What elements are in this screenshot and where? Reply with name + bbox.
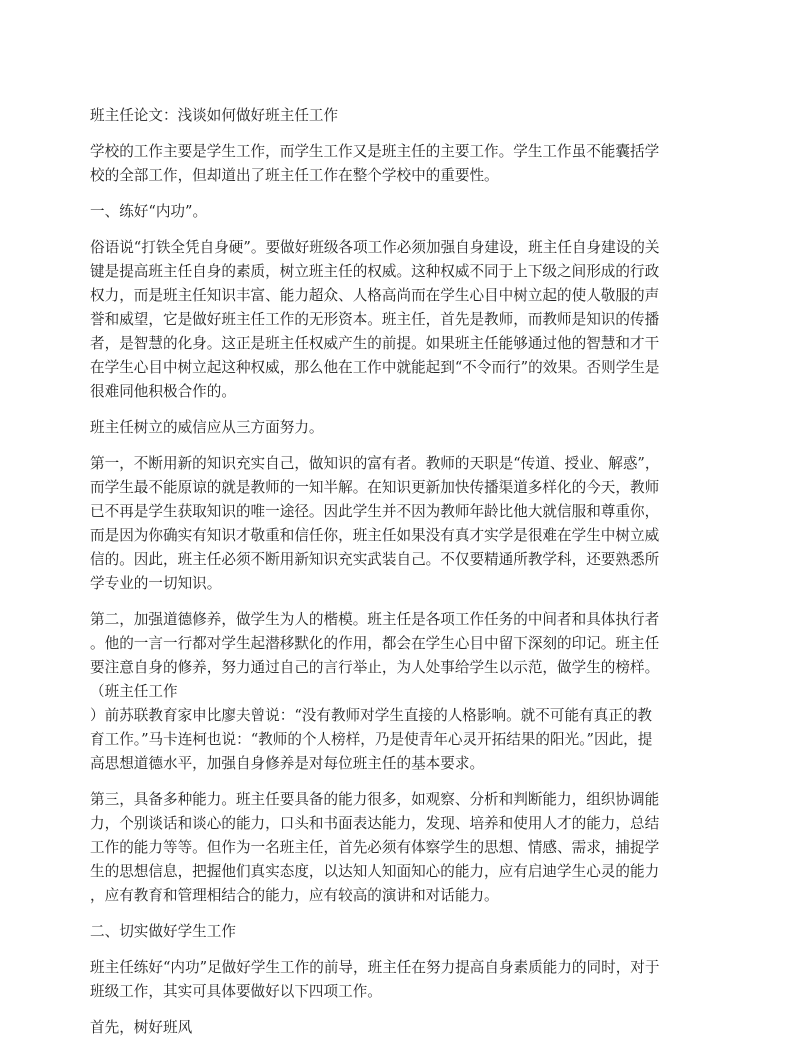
paragraph-first-class-style xyxy=(90,1016,712,1040)
text-line: 第一，不断用新的知识充实自己，做知识的富有者。教师的天职是“传道、授业、解惑”， xyxy=(90,455,660,472)
text-line: 。他的一言一行都对学生起潜移默化的作用，都会在学生心目中留下深刻的印记。班主任 xyxy=(90,635,660,652)
paragraph-second xyxy=(90,608,712,776)
text-line: 在学生心目中树立起这种权威，那么他在工作中就能起到“不令而行”的效果。否则学生是 xyxy=(90,359,660,376)
text-line: （班主任工作 xyxy=(90,683,178,700)
doc-title xyxy=(90,104,712,128)
text-line: 力，个别谈话和谈心的能力，口头和书面表达能力，发现、培养和使用人才的能力，总结 xyxy=(90,815,660,832)
text-line: 已不再是学生获取知识的唯一途径。因此学生并不因为教师年龄比他大就信服和尊重你， xyxy=(90,503,660,520)
text-line: 校的全部工作，但却道出了班主任工作在整个学校中的重要性。 xyxy=(90,167,499,184)
text-line: 者，是智慧的化身。这正是班主任权威产生的前提。如果班主任能够通过他的智慧和才干 xyxy=(90,335,660,352)
text-line: 誉和威望，它是做好班主任工作的无形资本。班主任，首先是教师，而教师是知识的传播 xyxy=(90,311,660,328)
text-line: 学专业的一切知识。 xyxy=(90,575,222,592)
paragraph-three-aspects xyxy=(90,416,712,440)
text-line: 要注意自身的修养，努力通过自己的言行举止，为人处事给学生以示范，做学生的榜样。 xyxy=(90,659,660,676)
text-line: 权力，而是班主任知识丰富、能力超众、人格高尚而在学生心目中树立起的使人敬服的声 xyxy=(90,287,660,304)
text-line: 首先，树好班风 xyxy=(90,1019,193,1036)
text-line: 班级工作，其实可具体要做好以下四项工作。 xyxy=(90,983,382,1000)
text-line: 班主任练好“内功”足做好学生工作的前导，班主任在努力提高自身素质能力的同时，对于 xyxy=(90,959,660,976)
section-heading-1 xyxy=(90,200,712,224)
text-line: 而是因为你确实有知识才敬重和信任你，班主任如果没有真才实学是很难在学生中树立威 xyxy=(90,527,660,544)
text-line: ）前苏联教育家申比廖夫曾说：“没有教师对学生直接的人格影响。就不可能有真正的教 xyxy=(90,707,653,724)
paragraph-third xyxy=(90,788,712,908)
paragraph-student-work xyxy=(90,956,712,1004)
text-line: 班主任树立的威信应从三方面努力。 xyxy=(90,419,324,436)
text-line: 而学生最不能原谅的就是教师的一知半解。在知识更新加快传播渠道多样化的今天，教师 xyxy=(90,479,660,496)
paragraph-authority xyxy=(90,236,712,404)
text-line: 一、练好“内功”。 xyxy=(90,203,208,220)
paragraph-first xyxy=(90,452,712,596)
text-line: 高思想道德水平，加强自身修养是对每位班主任的基本要求。 xyxy=(90,755,485,772)
text-line: 二、切实做好学生工作 xyxy=(90,923,236,940)
text-line: 信的。因此，班主任必须不断用新知识充实武装自己。不仅要精通所教学科，还要熟悉所 xyxy=(90,551,660,568)
text-line: 第二，加强道德修养，做学生为人的楷模。班主任是各项工作任务的中间者和具体执行者 xyxy=(90,611,660,628)
document-page xyxy=(90,104,712,1052)
text-line: 班主任论文：浅谈如何做好班主任工作 xyxy=(90,107,339,124)
text-line: 键是提高班主任自身的素质，树立班主任的权威。这种权威不同于上下级之间形成的行政 xyxy=(90,263,660,280)
text-line: 俗语说“打铁全凭自身硬”。要做好班级各项工作必须加强自身建设，班主任自身建设的关 xyxy=(90,239,660,256)
text-line: 很难同他积极合作的。 xyxy=(90,383,236,400)
text-line: 第三，具备多种能力。班主任要具备的能力很多，如观察、分析和判断能力，组织协调能 xyxy=(90,791,660,808)
text-line: 学校的工作主要是学生工作，而学生工作又是班主任的主要工作。学生工作虽不能囊括学 xyxy=(90,143,660,160)
text-line: ，应有教育和管理相结合的能力，应有较高的演讲和对话能力。 xyxy=(90,887,499,904)
section-heading-2 xyxy=(90,920,712,944)
text-line: 育工作。”马卡连柯也说：“教师的个人榜样，乃是使青年心灵开拓结果的阳光。”因此，提 xyxy=(90,731,653,748)
text-line: 工作的能力等等。但作为一名班主任，首先必须有体察学生的思想、情感、需求，捕捉学 xyxy=(90,839,660,856)
intro-paragraph xyxy=(90,140,712,188)
text-line: 生的思想信息，把握他们真实态度，以达知人知面知心的能力，应有启迪学生心灵的能力 xyxy=(90,863,660,880)
